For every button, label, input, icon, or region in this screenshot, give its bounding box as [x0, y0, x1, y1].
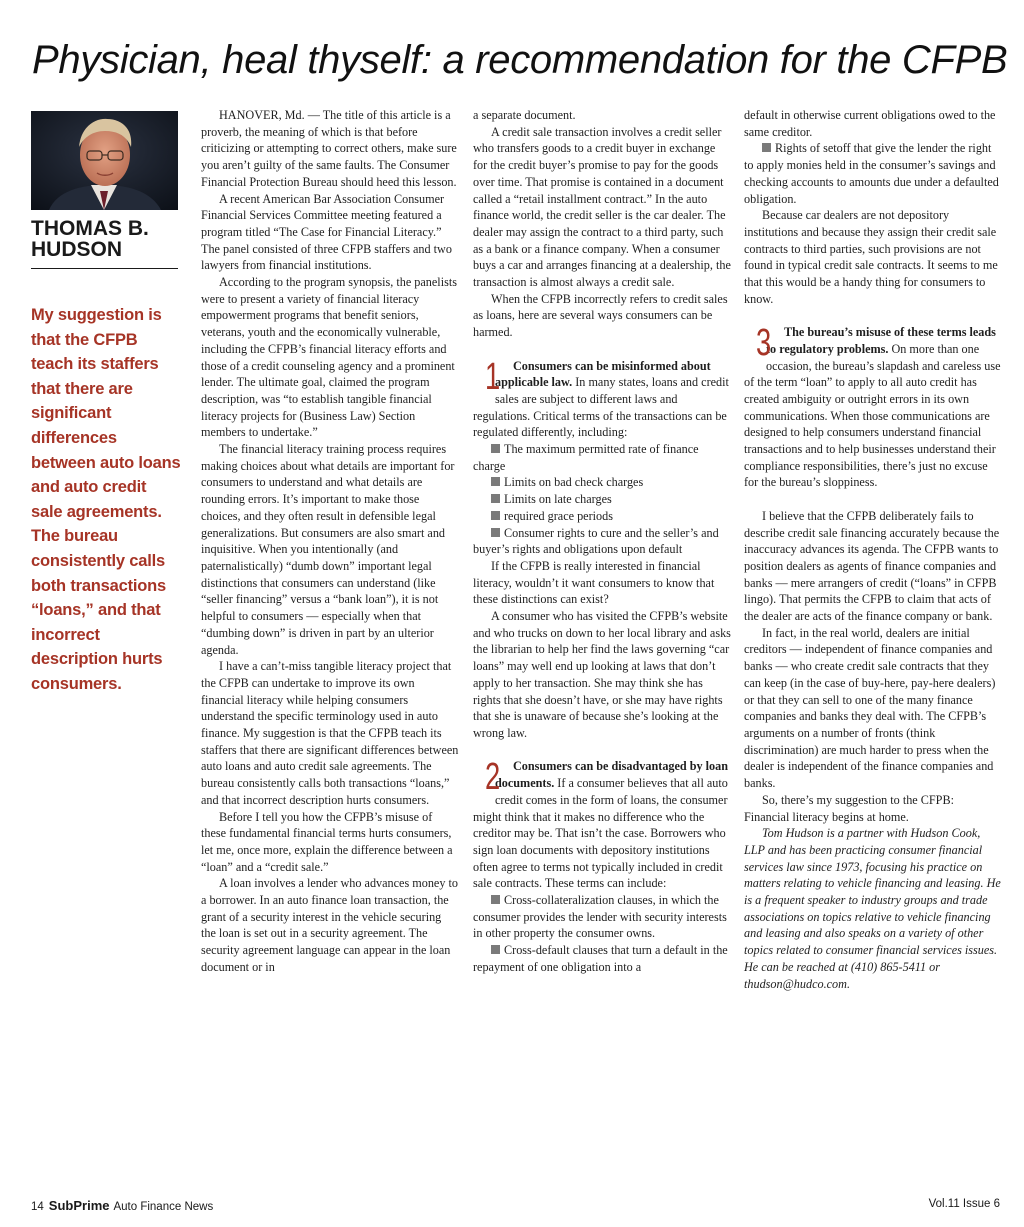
- paragraph: Because car dealers are not depository institutions and because they assign their credit sale contracts to third parties, such provisions are not found in typical credit sale contracts. It seems to me that this would be a handy thing for consumers to know.: [744, 208, 998, 306]
- section-1: [473, 355, 731, 442]
- paragraph: The financial literacy training process requires making choices about what details are important for consumers to understand and what details are rounding errors. It’s important to make those choices, and they often result in defensible legal generalizations. But consumers are also smart and inquisitive. When you intentionally (and paternalistically) “dumb down” important legal distinctions that consumers can understand (like “seller financing” versus a “bank loan”), it is not helpful to consumers — especially when that “dumbing down” is driven in part by an ulterior agenda.: [201, 442, 455, 657]
- section-body: In many states, loans and credit sales are subject to different laws and regulations. Critical terms of the transactions can be regulated differently, including:: [473, 375, 729, 440]
- paragraph: default in otherwise current obligations owed to the same creditor.: [744, 108, 996, 139]
- paragraph: In fact, in the real world, dealers are initial creditors — independent of finance companies and banks — who create credit sale contracts that they can keep (in the case of buy-here, pay-here dealers) or that they can sell to one of the many finance companies and banks they deal with. The CFPB’s arguments on a number of fronts (think discrimination) are much harder to press when the dealer is independent of the finance companies and banks.: [744, 625, 996, 791]
- author-name: [31, 218, 178, 269]
- paragraph: If the CFPB is really interested in financial literacy, wouldn’t it want consumers to know that these distinctions can exist?: [473, 558, 715, 607]
- author-portrait-illustration: [31, 111, 178, 210]
- square-bullet-icon: [491, 945, 500, 954]
- list-item: The maximum permitted rate of finance charge: [473, 442, 699, 473]
- author-photo: [31, 111, 178, 210]
- list-item: required grace periods: [473, 508, 731, 525]
- article-column-1: [201, 107, 459, 976]
- paragraph: HANOVER, Md. — The title of this article is a proverb, the meaning of which is that before criticizing or attempting to correct others, make sure you aren’t guilty of the same faults. The Consumer Financial Protection Bureau should heed this lesson.: [201, 108, 457, 189]
- section-3: [744, 324, 1002, 491]
- article-column-2: [473, 107, 731, 976]
- paragraph: A recent American Bar Association Consumer Financial Services Committee meeting featured a program titled “The Case for Financial Literacy.” The panel consisted of three CFPB staffers and two lawyers from financial institutions.: [201, 191, 452, 273]
- publication-name: Auto Finance News: [113, 1201, 214, 1213]
- paragraph: I have a can’t-miss tangible literacy project that the CFPB can undertake to improve its own financial literacy while helping consumers understand the specific terminology used in auto finance. My suggestion is that the CFPB teach its staffers that there are significant differences between auto loans and auto credit sale agreements. The bureau consistently calls both transactions “loans,” and that incorrect description hurts consumers.: [201, 659, 459, 807]
- square-bullet-icon: [491, 444, 500, 453]
- issue-label: Vol.11 Issue 6: [928, 1198, 1000, 1210]
- paragraph: a separate document.: [473, 108, 576, 122]
- paragraph: A loan involves a lender who advances money to a borrower. In an auto finance loan transaction, the grant of a security interest in the vehicle securing the loan is set out in a security agreement. The security agreement language can appear in the loan document or in: [201, 876, 458, 974]
- paragraph: According to the program synopsis, the panelists were to present a variety of financial literacy empowerment programs that benefit seniors, veterans, youth and the economically vulnerable, including the CFPB’s financial literacy efforts and those of a credit counseling agency and a prominent lender. The ultimate goal, claimed the program description, was “to establish tangible financial literacy projects for (Business Law) Section members to undertake.”: [201, 275, 457, 440]
- article-column-3: [744, 107, 1002, 992]
- paragraph: So, there’s my suggestion to the CFPB: Financial literacy begins at home.: [744, 792, 954, 824]
- publication-brand: SubPrime: [48, 1198, 110, 1213]
- author-sidebar: [31, 111, 181, 697]
- section-2: [473, 758, 731, 892]
- pull-quote: My suggestion is that the CFPB teach its staffers that there are significant differences between auto loans and auto credit sale agreements. The bureau consistently calls both transactions “loans,” and that incorrect description hurts consumers.: [31, 306, 181, 693]
- section-heading: Consumers can be disadvantaged by loan documents.: [495, 759, 729, 791]
- section-heading: Consumers can be misinformed about applicable law.: [495, 358, 711, 390]
- author-name-line1: THOMAS B.: [31, 217, 149, 240]
- section-number: 2: [484, 756, 501, 799]
- list-item: Cross-collateralization clauses, in which the consumer provides the lender with security interests in other property the consumer owns.: [473, 893, 727, 941]
- list-item: Limits on late charges: [473, 491, 731, 508]
- list-item: Limits on bad check charges: [473, 474, 731, 491]
- square-bullet-icon: [491, 528, 500, 537]
- square-bullet-icon: [762, 143, 771, 152]
- paragraph: A consumer who has visited the CFPB’s website and who trucks on down to her local library and asks the librarian to help her find the laws governing “car loans” may well end up looking at laws that don’t apply to her transaction. She may think she has rights that she doesn’t have, or she may have rights that she is unaware of because she’s looking at the wrong law.: [473, 609, 731, 740]
- section-heading: The bureau’s misuse of these terms leads to regulatory problems.: [766, 325, 996, 356]
- author-name-line2: HUDSON: [31, 238, 123, 261]
- page-number: 14: [31, 1201, 44, 1213]
- paragraph: A credit sale transaction involves a credit seller who transfers goods to a credit buyer in exchange for the credit buyer’s promise to pay for the goods over time. That promise is contained in a document called a “retail installment contract.” In the auto finance world, the credit seller is the car dealer. The dealer may assign the contract to a third party, such as a bank or a finance company. When a consumer buys a car and arranges financing at a dealership, the transaction is almost always a credit sale.: [473, 124, 731, 290]
- paragraph: I believe that the CFPB deliberately fails to describe credit sale financing accurately because the inaccuracy advances its agenda. The CFPB wants to position dealers as agents of finance companies and banks — mere arrangers of credit (“loans” in CFPB lingo). That permits the CFPB to claim that acts of the dealer are acts of the finance company or bank.: [744, 508, 1000, 624]
- square-bullet-icon: [491, 895, 500, 904]
- square-bullet-icon: [491, 477, 500, 486]
- author-bio: Tom Hudson is a partner with Hudson Cook, LLP and has been practicing consumer financial services law since 1973, focusing his practice on matters relating to vehicle financing and leasing. He is a frequent speaker to industry groups and trade associations on topics relative to vehicle financing and leasing and also speaks on a variety of other topics related to consumer financial services issues. He can be reached at (410) 865-5411 or thudson@hudco.com.: [744, 826, 1001, 991]
- section-body: On more than one occasion, the bureau’s slapdash and careless use of the term “loan” to apply to all auto credit has created ambiguity or outright errors in its own communications. When those communications are designed to help consumers understand financial transactions and to help businesses understand their compliance responsibilities, there’s just no excuse for the bureau’s sloppiness.: [744, 341, 1001, 490]
- article-title: Physician, heal thyself: a recommendation for the CFPB: [32, 38, 1008, 82]
- section-body: If a consumer believes that all auto credit comes in the form of loans, the consumer might think that it makes no difference who the creditor may be. That isn’t the case. Borrowers who sign loan documents with depository institutions often agree to terms not typically included in credit sale contracts. These terms can include:: [473, 776, 728, 891]
- section-number: 3: [755, 322, 772, 365]
- list-item: Rights of setoff that give the lender the right to apply monies held in the consumer’s savings and checking accounts to amounts due under a defaulted obligation.: [744, 141, 999, 206]
- section-number: 1: [484, 355, 501, 398]
- paragraph: Before I tell you how the CFPB’s misuse of these fundamental financial terms hurts consumers, let me, once more, explain the difference between a “loan” and a “credit sale.”: [201, 809, 453, 874]
- list-item: Cross-default clauses that turn a default in the repayment of one obligation into a: [473, 943, 728, 974]
- paragraph: When the CFPB incorrectly refers to credit sales as loans, here are several ways consumers can be harmed.: [473, 291, 728, 340]
- square-bullet-icon: [491, 494, 500, 503]
- footer-left: [31, 1198, 213, 1213]
- square-bullet-icon: [491, 511, 500, 520]
- list-item: Consumer rights to cure and the seller’s and buyer’s rights and obligations upon default: [473, 525, 719, 557]
